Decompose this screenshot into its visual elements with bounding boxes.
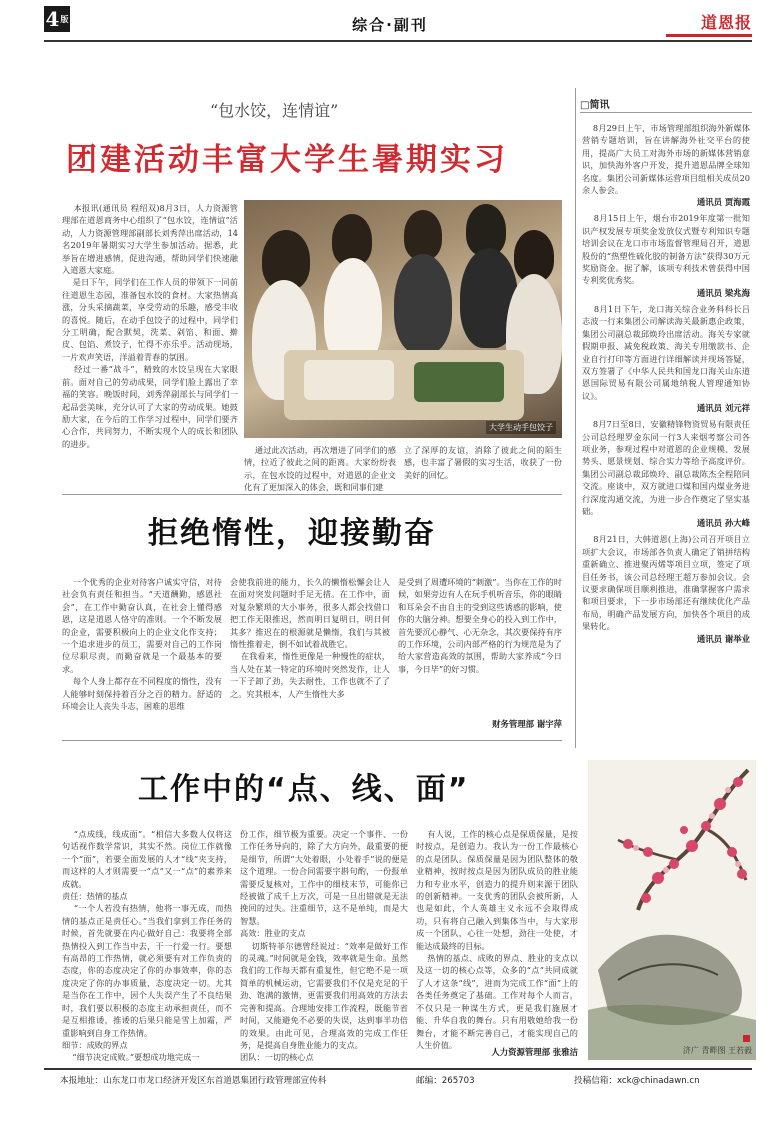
article2-column-2: 会使我前进的能力，长久的懒惰松懈会让人在面对突发问题时手足无措。在工作中，面对复杂繁琐的大小事务，很多人都会找借口把工作无限推迟，然而明日复明日，明日何其多？推迟在的根源就是懒惰，我们与其被惰性推着走，倒不如试着战胜它。 在我看来，惰性更像是一种慢性的症状，当人处在某一特定的环境时突然发作，让人一下子卸了劲，失去耐性，工作也就不了了之。究其根本，人产生惰性大多 — [230, 577, 390, 699]
brief-author: 通讯员 刘元祥 — [696, 403, 750, 414]
column-divider — [575, 88, 576, 748]
article1-title: 团建活动丰富大学生暑期实习 — [66, 142, 508, 178]
brief-item — [582, 303, 750, 414]
brief-text: 8月7日至8日，安徽精锋物资贸易有限责任公司总经理罗金东同一行3人来烟考察公司各项业务，参观过程中对道恩的企业规模、发展势头、愿景规划、综合实力等给予高度评价。集团公司副总裁邱焕玲、副总裁陈杰全程陪同交流。座谈中，双方就进口煤和国内煤业务进行深度沟通交流，为进一步合作奠定了坚实基础。 — [582, 419, 750, 516]
photo-caption: 大学生动手包饺子 — [486, 421, 556, 434]
article3-title: 工作中的“点、线、面” — [138, 772, 470, 807]
article1-column-1: 本报讯(通讯员 程绍双)8月3日，人力资源管理部在道恩商务中心组织了“包水饺，连情谊”活动，人力资源管理部副部长刘秀萍出席活动，14名2019年暑期实习大学生参加活动。据悉，此举旨在增进感情，促进沟通，帮助同学们快速融入道恩大家庭。 是日下午，同学们在工作人员的带领下一同前往道恩生态园，准备包水饺的食材。大家热情高涨，分头采摘蔬菜，享受劳动的乐趣，感受丰收的喜悦。随后，在动手包饺子的过程中，同学们分工明确，配合默契，洗菜、剁馅、和面、擀皮、包馅、煮饺子，忙得不亦乐乎。活动现场，一片欢声笑语，洋溢着青春的氛围。 经过一番“战斗”，精致的水饺呈现在大家眼前。面对自己的劳动成果，同学们脸上露出了幸福的笑容。晚饭时间，刘秀萍副部长与同学们一起品尝美味，充分认可了大家的劳动成果。她鼓励大家，在今后的工作学习过程中，同学们要齐心合作，共同努力，不断实现个人的成长和团队的进步。 — [62, 203, 238, 449]
header-rule — [44, 40, 752, 42]
article3-column-1: “点成线，线成面”。“相信大多数人仅将这句话视作数学常识，其实不然。岗位工作就像一个“面”，若要全面发展的人才“线”夹支持，而这样的人才则需要一“点”又一“点”的素养来成就。 责任：热情的基点 “一个人若没有热情，他将一事无成，而热情的基点正是责任心。”当我们拿到工作任务的时候，首先就要在内心做好自己：我要将全部热情投入到工作当中去，干一行爱一行。要想有高昂的工作热情，就必须要有对工作负责的态度，你的态度决定了你的办事效率，你的态度决定了你的办事质量，态度决定一切。尤其是当你在工作中，因个人失误产生了不良结果时，我们要以积极的态度主动承担责任，而不是互相推诿，推诿的后果只能是雪上加霜，严重影响到自身工作热情。 细节：成败的界点 “细节决定成败。”要想成功地完成一 — [62, 829, 232, 1063]
article2-column-3: 是受到了周遭环境的“刺激”。当你在工作的时候，如果旁边有人在玩手机听音乐，你的眼睛和耳朵会不由自主的受到这些诱惑的影响，使你的大脑分神。想要全身心的投入到工作中，首先要沉心静气、心无杂念，其次要保持有序的工作环境，公司内部严格的行为规范是为了给大家营造高效的氛围，帮助大家养成“今日事，今日毕”的好习惯。 — [398, 577, 562, 674]
section-title: 综合·副刊 — [352, 16, 428, 34]
brief-text: 8月1日下午，龙口海关综合业务科科长吕志波一行来集团公司解读海关最新惠企政策，集团公司副总裁邱焕玲出席活动。海关专家就假期申报、减免税政策、海关专用缴款书、企业自行打印等方面进行详细解读并现场答疑，双方签署了《中华人民共和国龙口海关山东道恩国际贸易有限公司属地纳税人管理通知协议》。 — [582, 303, 750, 401]
brief-item — [582, 533, 750, 644]
footer-contact-email: 投稿信箱：xck@chinadawn.cn — [574, 1076, 700, 1086]
footer — [44, 1068, 752, 1088]
brief-text: 8月15日上午，烟台市2019年度第一批知识产权发展专项奖金发放仪式暨专利知识专题培训会议在龙口市市场监督管理局召开，道恩股份的“热塑性硫化胶的制备方法”获得30万元奖励资金。据了解，该项专利技术曾获得中国专利奖优秀奖。 — [582, 213, 750, 286]
brief-author: 通讯员 贾海霞 — [696, 197, 750, 208]
briefs-heading: □简讯 — [580, 100, 610, 111]
brief-author: 通讯员 孙大峰 — [696, 518, 750, 529]
briefs-rule — [580, 112, 752, 113]
article2-author: 财务管理部 谢宇萍 — [492, 719, 562, 729]
article1-column-3: 立了深厚的友谊，消除了彼此之间的陌生感，也丰富了暑假的实习生活，收获了一份美好的回忆。 — [404, 445, 562, 480]
article3-author: 人力资源管理部 张雅洁 — [491, 1047, 578, 1057]
painting-caption: 济广 青畔图 王若毅 — [682, 1046, 752, 1055]
article2-column-1: 一个优秀的企业对待客户诚实守信，对待社会负有责任和担当。“天道酬勤，感恩社会”，在工作中勤奋认真，在社会上懂得感恩，这是道恩人恪守的准则。一个不断发展的企业，需要积极向上的企业文化作支持；一个追求进步的员工，需要对自己的工作岗位尽职尽责，而勤奋就是一个最基本的要求。 每个人身上都存在不同程度的惰性，没有人能够时刻保持着百分之百的精力。舒适的环境会让人丧失斗志，困难的思维 — [62, 577, 222, 712]
brief-item — [582, 418, 750, 529]
brief-item — [582, 212, 750, 298]
article2-title: 拒绝惰性，迎接勤奋 — [148, 516, 436, 551]
brief-text: 8月29日上午，市场管理部组织海外新媒体营销专题培训，旨在讲解海外社交平台的使用，提高广大员工对海外市场的新媒体营销意识，加快海外客户开发，提升道恩品牌全球知名度。集团公司新媒体运营项目组相关成员20余人参会。 — [582, 123, 750, 196]
brief-text: 8月21日，大韩道恩(上海)公司召开项目立项扩大会议，市场部各负责人确定了销拼结构重新确立、推进聚丙烯等项目立项，签定了项目任务书，该公司总经理王超万参加会议。会议要求确保项目顺利推进，准确掌握客户需求和项目要求，下一步市场部还有继续优化产品布局，明确产品发展方向，加快各个项目的成果转化。 — [582, 534, 750, 632]
footer-postcode: 邮编：265703 — [416, 1076, 475, 1086]
seal-stamp — [743, 1035, 750, 1042]
separator — [62, 740, 562, 741]
footer-address: 本报地址：山东龙口市龙口经济开发区东首道恩集团行政管理部宣传科 — [60, 1076, 327, 1086]
briefs-list — [582, 122, 750, 645]
article3-column-3: 有人说，工作的核心点是保质保量，是按时按点，是创造力。我认为一份工作最核心的点是团队。保质保量是因为团队整体的敬业精神，按时按点是因为团队成员的胜业能力和专业水平，创造力的提升则来源于团队的创新精神。一支优秀的团队会被所新，人也是如此，个人英雄主义永远不会取得成功，只有将自己融入到集体当中，与大家形成一个团队，心往一处想，劲往一处使，才能达成最终的目标。 热情的基点、成败的界点、胜业的支点以及这一切的核心点等，众多的“点”共同成就了人才这条“线”，进而为完成工作“面”上的各类任务奠定了基础。工作对每个人而言，不仅只是一种谋生方式，更是我们施展才能、升华自我的舞台。只有用敬她给我一份舞台，才能不断完善自己，才能实现自己的人生价值。 — [416, 829, 578, 1050]
article1-column-2: 通过此次活动，再次增进了同学们的感情，拉近了彼此之间的距离。大家纷纷表示，在包水饺的过程中，对道恩的企业文化有了更加深入的体会，既和同事们建 — [244, 445, 396, 493]
article1-photo — [244, 200, 562, 438]
plum-blossom-painting — [588, 760, 756, 1060]
newspaper-logo: 道恩报 — [700, 13, 752, 32]
article3-column-2: 份工作，细节极为重要。决定一个事件、一份工作任务导向的，除了大方向外，最重要的便是细节，所谓“大处着眼，小处着手”说的便是这个道理。一份合同需要字斟句酌，一份报单需要反复核对，工作中的细枝末节，可能你已经被做了成千上万次，可是一旦出错就是无法挽回的过失。注重细节，这不是单纯，而是大智慧。 高效：胜业的支点 切斯特菲尔德曾经说过：“效率是做好工作的灵魂。”时间就是金钱，效率就是生命。虽然我们的工作每天都有重复性，但它绝不是一项简单的机械运动，它需要我们不仅是充足的干劲、饱满的激情，更需要我们用高效的方法去完善和提高。合理地安排工作流程，既能节省时间，又能避免不必要的失误，达到事半功倍的效果。由此可见，合理高效的完成工作任务，是提高自身胜业能力的支点。 团队：一切的核心点 — [240, 829, 408, 1063]
logo-underline — [666, 34, 752, 37]
separator — [62, 494, 562, 495]
page-number: 4 版 — [45, 7, 69, 31]
brief-author: 通讯员 梁兆海 — [696, 287, 750, 298]
article1-subtitle: “包水饺，连情谊” — [210, 101, 339, 120]
brief-item — [582, 122, 750, 208]
painting-artwork — [588, 760, 756, 1060]
brief-author: 通讯员 谢举业 — [696, 633, 750, 644]
